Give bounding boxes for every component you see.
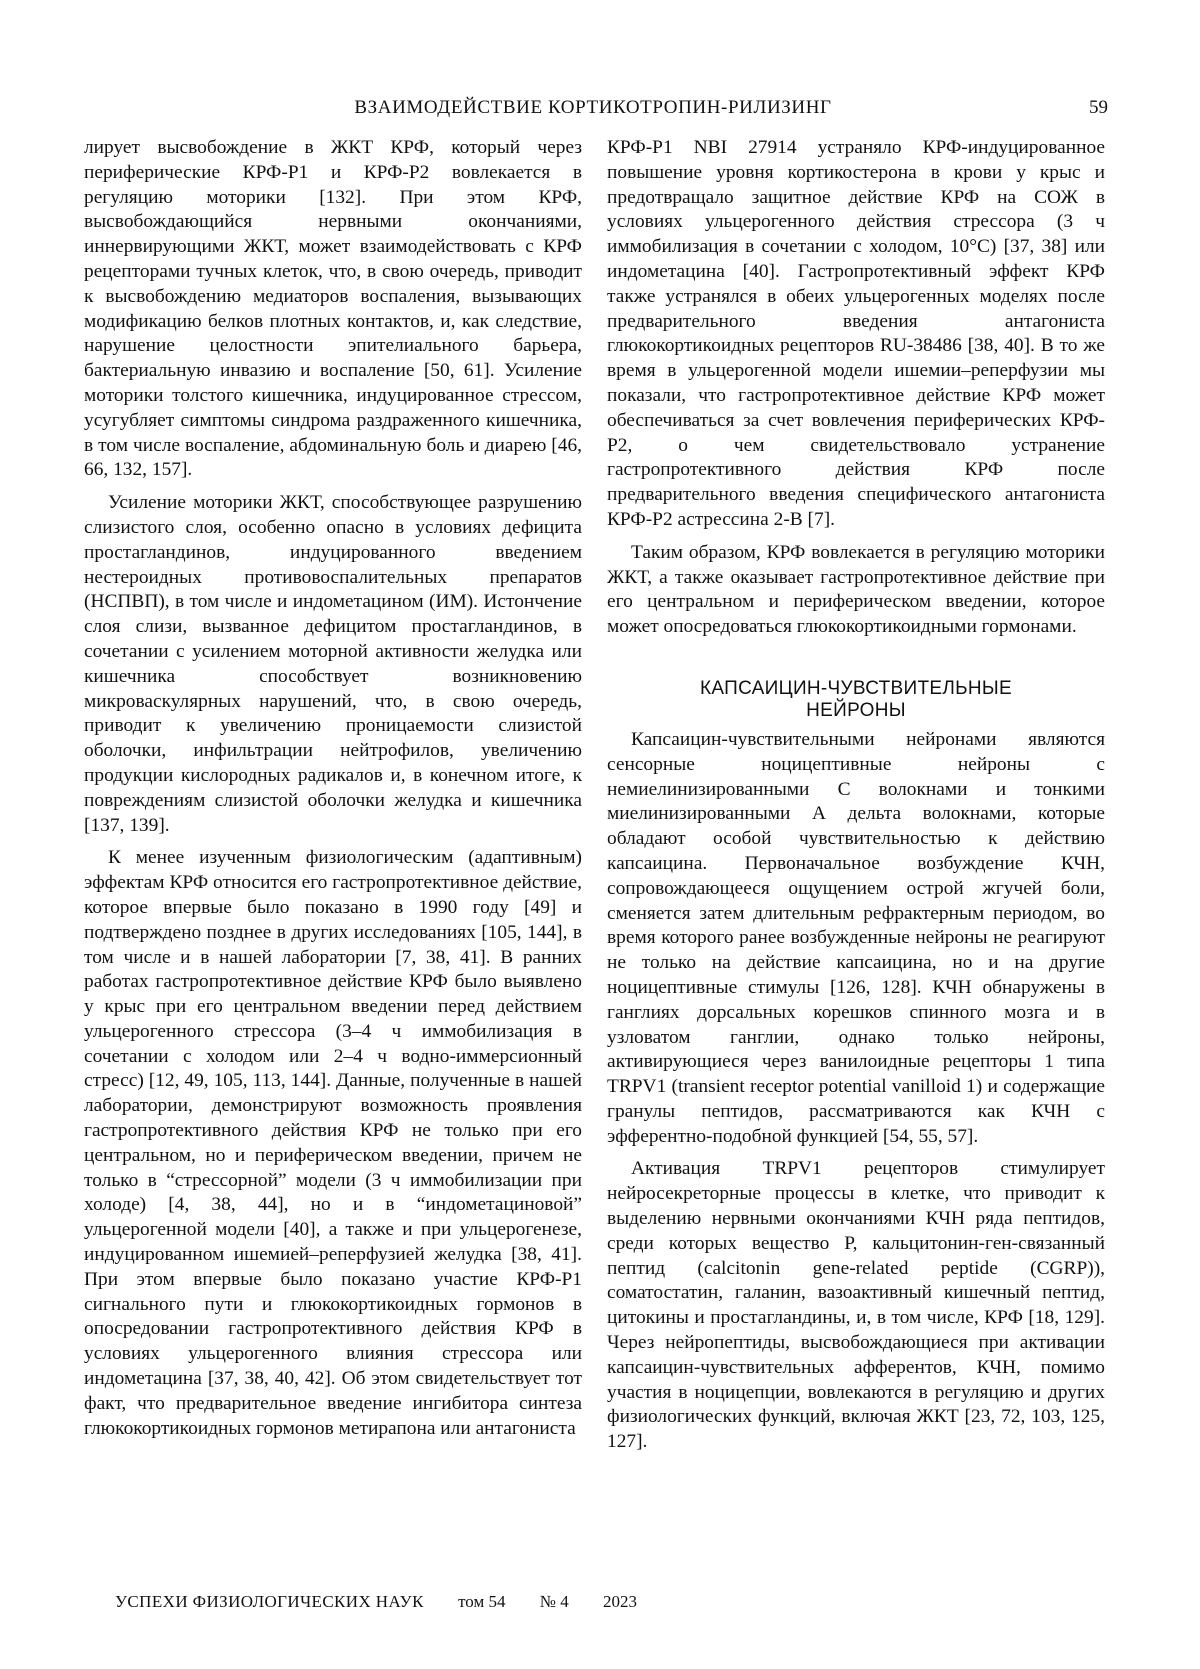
paragraph: Таким образом, КРФ вовлекается в регуляцию моторики ЖКТ, а также оказывает гастропротективное действие при его центральном и периферическом введении, которое может опосредоваться глюкокортикоидными гормонами. xyxy=(607,541,1105,638)
page-number: 59 xyxy=(1089,97,1108,118)
paragraph: Усиление моторики ЖКТ, способствующее разрушению слизистого слоя, особенно опасно в условиях дефицита простагландинов, индуцированного введением нестероидных противовоспалительных препаратов (НСПВП), в том числе и индометацином (ИМ). Истончение слоя слизи, вызванное дефицитом простагландинов, в сочетании с усилением моторной активности желудка или кишечника способствует возникновению микроваскулярных нарушений, что, в свою очередь, приводит к увеличению проницаемости слизистой оболочки, инфильтрации нейтрофилов, увеличению продукции кислородных радикалов и, в конечном итоге, к повреждениям слизистой оболочки желудка и кишечника [137, 139]. xyxy=(84,492,582,836)
right-column xyxy=(607,136,1105,1463)
page-footer xyxy=(115,1590,637,1614)
section-heading xyxy=(607,678,1105,722)
paragraph: К менее изученным физиологическим (адаптивным) эффектам КРФ относится его гастропротективное действие, которое впервые было показано в 1990 году [49] и подтверждено позднее в других исследованиях [105, 144], в том числе и в нашей лаборатории [7, 38, 41]. В ранних работах гастропротективное действие КРФ было выявлено у крыс при его центральном введении перед действием ульцерогенного стрессора (3–4 ч иммобилизация в сочетании с холодом или 2–4 ч водно-иммерсионный стресс) [12, 49, 105, 113, 144]. Данные, полученные в нашей лаборатории, демонстрируют возможность проявления гастропротективного действия КРФ не только при его центральном, но и периферическом введении, причем не только в “стрессорной” модели (3 ч иммобилизации при холоде) [4, 38, 44], но и в “индометациновой” ульцерогенной модели [40], а также и при ульцерогенезе, индуцированном ишемией–реперфузией желудка [38, 41]. При этом впервые было показано участие КРФ-Р1 сигнального пути и глюкокортикоидных гормонов в опосредовании гастропротективного действия КРФ в условиях ульцерогенного влияния стрессора или индометацина [37, 38, 40, 42]. Об этом свидетельствует тот факт, что предварительное введение ингибитора синтеза глюкокортикоидных гормонов метирапона или антагониста xyxy=(84,847,582,1439)
paragraph: Активация TRPV1 рецепторов стимулирует нейросекреторные процессы в клетке, что приводит к выделению нервными окончаниями КЧН ряда пептидов, среди которых вещество Р, кальцитонин-ген-связанный пептид (calcitonin gene-related peptide (CGRP)), соматостатин, галанин, вазоактивный кишечный пептид, цитокины и простагландины, и, в том числе, КРФ [18, 129]. Через нейропептиды, высвобождающиеся при активации капсаицин-чувствительных афферентов, КЧН, помимо участия в ноцицепции, вовлекаются в регуляцию и других физиологических функций, включая ЖКТ [23, 72, 103, 125, 127]. xyxy=(607,1158,1105,1453)
paragraph: лирует высвобождение в ЖКТ КРФ, который через периферические КРФ-Р1 и КРФ-Р2 вовлекается в регуляцию моторики [132]. При этом КРФ, высвобождающийся нервными окончаниями, иннервирующими ЖКТ, может взаимодействовать с КРФ рецепторами тучных клеток, что, в свою очередь, приводит к высвобождению медиаторов воспаления, вызывающих модификацию белков плотных контактов, и, как следствие, нарушение целостности эпителиального барьера, бактериальную инвазию и воспаление [50, 61]. Усиление моторики толстого кишечника, индуцированное стрессом, усугубляет симптомы синдрома раздраженного кишечника, в том числе воспаление, абдоминальную боль и диарею [46, 66, 132, 157]. xyxy=(84,137,582,481)
journal-name: УСПЕХИ ФИЗИОЛОГИЧЕСКИХ НАУК xyxy=(115,1592,424,1611)
left-column xyxy=(84,136,582,1449)
volume: том 54 xyxy=(458,1592,506,1611)
issue-number: № 4 xyxy=(539,1592,569,1611)
paragraph: КРФ-Р1 NBI 27914 устраняло КРФ-индуцированное повышение уровня кортикостерона в крови у крыс и предотвращало защитное действие КРФ на СОЖ в условиях ульцерогенного действия стрессора (3 ч иммобилизация в сочетании с холодом, 10°С) [37, 38] или индометацина [40]. Гастропротективный эффект КРФ также устранялся в обеих ульцерогенных моделях после предварительного введения антагониста глюкокортикоидных рецепторов RU-38486 [38, 40]. В то же время в ульцерогенной модели ишемии–реперфузии мы показали, что гастропротективное действие КРФ может обеспечиваться за счет вовлечения периферических КРФ-Р2, о чем свидетельствовало устранение гастропротективного действия КРФ после предварительного введения специфического антагониста КРФ-Р2 астрессина 2-В [7]. xyxy=(607,137,1105,530)
paragraph: Капсаицин-чувствительными нейронами являются сенсорные ноцицептивные нейроны с немиелинизированными С волокнами и тонкими миелинизированными А дельта волокнами, которые обладают особой чувствительностью к действию капсаицина. Первоначальное возбуждение КЧН, сопровождающееся ощущением острой жгучей боли, сменяется затем длительным рефрактерным периодом, во время которого ранее возбужденные нейроны не реагируют не только на действие капсаицина, но и на другие ноцицептивные стимулы [126, 128]. КЧН обнаружены в ганглиях дорсальных корешков спинного мозга и в узловатом ганглии, однако только нейроны, активирующиеся через ванилоидные рецепторы 1 типа TRPV1 (transient receptor potential vanilloid 1) и содержащие гранулы пептидов, рассматриваются как КЧН с эфферентно-подобной функцией [54, 55, 57]. xyxy=(607,728,1105,1147)
year: 2023 xyxy=(602,1592,637,1611)
section-heading-line: НЕЙРОНЫ xyxy=(806,699,906,721)
running-header xyxy=(78,95,1108,121)
section-heading-line: КАПСАИЦИН-ЧУВСТВИТЕЛЬНЫЕ xyxy=(699,677,1012,699)
running-title: ВЗАИМОДЕЙСТВИЕ КОРТИКОТРОПИН-РИЛИЗИНГ xyxy=(354,97,832,118)
